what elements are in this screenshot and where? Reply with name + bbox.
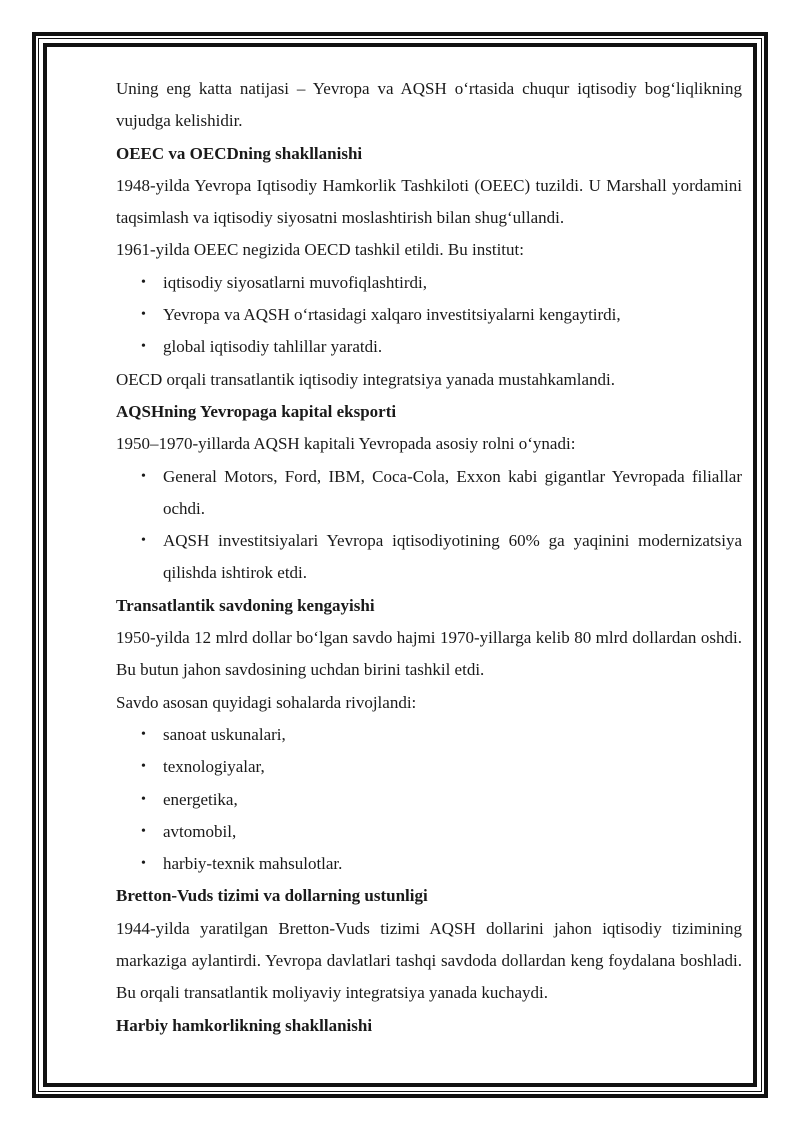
paragraph: 1948-yilda Yevropa Iqtisodiy Hamkorlik Tashkiloti (OEEC) tuzildi. U Marshall yordamini taqsimlash va iqtisodiy siyosatni moslashtirish bilan shug‘ullandi. — [116, 175, 742, 228]
paragraph: 1944-yilda yaratilgan Bretton-Vuds tizimi AQSH dollarini jahon iqtisodiy tizimining markaziga aylantirdi. Yevropa davlatlari tashqi savdoda dollardan keng foydalana boshladi. Bu orqali transatlantik moliyaviy integratsiya yanada kuchaydi. — [116, 918, 742, 1003]
bullet-list — [116, 461, 742, 590]
paragraph: 1950–1970-yillarda AQSH kapitali Yevropada asosiy rolni o‘ynadi: — [116, 434, 576, 454]
list-item: • harbiy-texnik mahsulotlar. — [116, 848, 742, 880]
list-item: • sanoat uskunalari, — [116, 719, 742, 751]
section-heading: AQSHning Yevropaga kapital eksporti — [116, 401, 397, 421]
bullet-list — [116, 719, 742, 880]
section-heading: Harbiy hamkorlikning shakllanishi — [116, 1015, 373, 1035]
paragraph: 1961-yilda OEEC negizida OECD tashkil etildi. Bu institut: — [116, 240, 524, 260]
list-item: • Yevropa va AQSH o‘rtasidagi xalqaro investitsiyalarni kengaytirdi, — [116, 299, 742, 331]
list-item: • global iqtisodiy tahlillar yaratdi. — [116, 331, 742, 363]
list-item: • General Motors, Ford, IBM, Coca-Cola, Exxon kabi gigantlar Yevropada filiallar ochdi. — [116, 461, 742, 526]
section-heading: Bretton-Vuds tizimi va dollarning ustunligi — [116, 886, 428, 906]
paragraph: 1950-yilda 12 mlrd dollar bo‘lgan savdo hajmi 1970-yillarga kelib 80 mlrd dollardan oshdi. Bu butun jahon savdosining uchdan birini tashkil etdi. — [116, 628, 742, 680]
list-item: • energetika, — [116, 784, 742, 816]
paragraph: Uning eng katta natijasi – Yevropa va AQSH o‘rtasida chuqur iqtisodiy bog‘liqlikning vujudga kelishidir. — [116, 79, 742, 131]
section-heading: Transatlantik savdoning kengayishi — [116, 595, 375, 615]
list-item: • iqtisodiy siyosatlarni muvofiqlashtirdi, — [116, 267, 742, 299]
section-heading: OEEC va OECDning shakllanishi — [116, 143, 363, 163]
document-body — [116, 73, 742, 1042]
bullet-list — [116, 267, 742, 364]
list-item: • texnologiyalar, — [116, 751, 742, 783]
list-item: • avtomobil, — [116, 816, 742, 848]
paragraph: Savdo asosan quyidagi sohalarda rivojlandi: — [116, 692, 417, 712]
paragraph: OECD orqali transatlantik iqtisodiy integratsiya yanada mustahkamlandi. — [116, 369, 616, 389]
list-item: • AQSH investitsiyalari Yevropa iqtisodiyotining 60% ga yaqinini modernizatsiya qilishda ishtirok etdi. — [116, 525, 742, 590]
